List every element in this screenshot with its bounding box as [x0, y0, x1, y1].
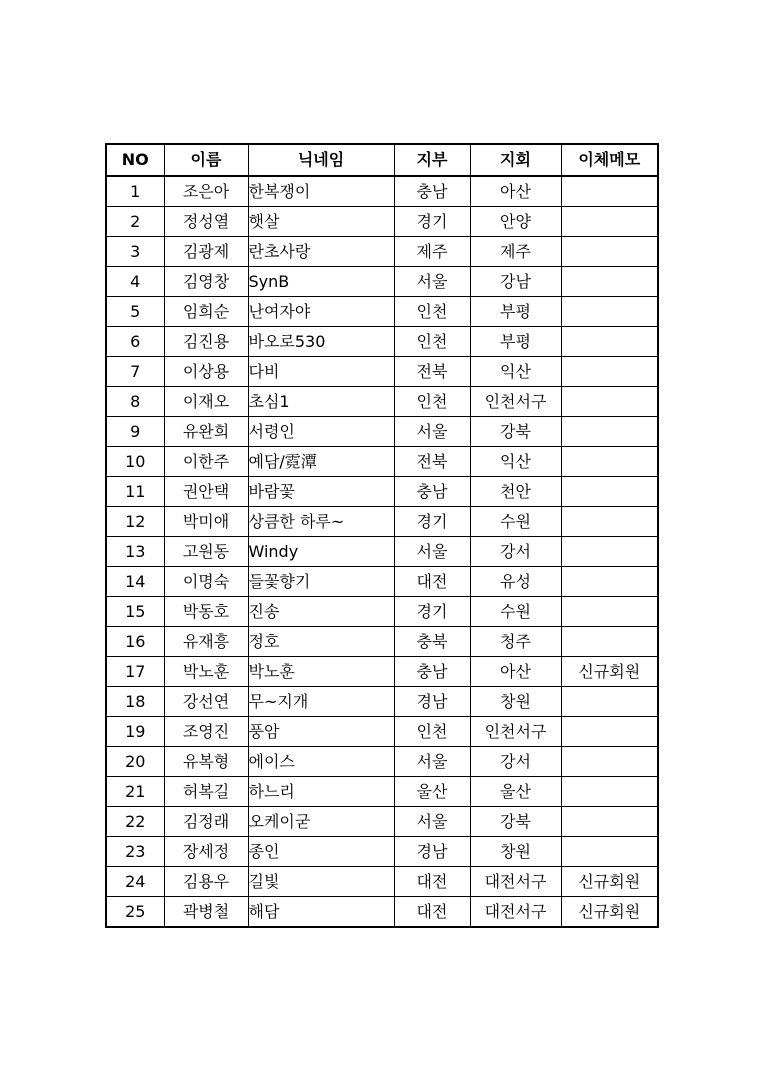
cell-memo	[561, 687, 658, 717]
table-header	[106, 144, 658, 176]
cell-branch: 충남	[394, 657, 470, 687]
table-row	[106, 687, 658, 717]
table-row	[106, 447, 658, 477]
table-row	[106, 327, 658, 357]
cell-chapter: 유성	[470, 567, 561, 597]
member-table	[105, 143, 659, 928]
cell-chapter: 익산	[470, 447, 561, 477]
cell-chapter: 강북	[470, 807, 561, 837]
cell-nickname: 한복쟁이	[248, 176, 394, 207]
cell-no: 15	[106, 597, 164, 627]
cell-name: 임희순	[164, 297, 248, 327]
cell-chapter: 인천서구	[470, 717, 561, 747]
cell-chapter: 청주	[470, 627, 561, 657]
cell-nickname: 상큼한 하루~	[248, 507, 394, 537]
table-row	[106, 657, 658, 687]
cell-name: 고원동	[164, 537, 248, 567]
cell-no: 9	[106, 417, 164, 447]
table-row	[106, 297, 658, 327]
cell-name: 조영진	[164, 717, 248, 747]
table-row	[106, 627, 658, 657]
cell-name: 김진용	[164, 327, 248, 357]
cell-chapter: 부평	[470, 297, 561, 327]
cell-memo	[561, 327, 658, 357]
cell-chapter: 울산	[470, 777, 561, 807]
cell-name: 유복형	[164, 747, 248, 777]
cell-no: 14	[106, 567, 164, 597]
cell-chapter: 창원	[470, 687, 561, 717]
cell-chapter: 강서	[470, 537, 561, 567]
cell-name: 유완희	[164, 417, 248, 447]
cell-nickname: Windy	[248, 537, 394, 567]
cell-branch: 대전	[394, 567, 470, 597]
cell-nickname: 다비	[248, 357, 394, 387]
table-row	[106, 837, 658, 867]
table-row	[106, 477, 658, 507]
cell-name: 김광제	[164, 237, 248, 267]
cell-branch: 충북	[394, 627, 470, 657]
table-body	[106, 176, 658, 927]
cell-chapter: 강남	[470, 267, 561, 297]
cell-memo: 신규회원	[561, 867, 658, 897]
cell-branch: 대전	[394, 897, 470, 928]
table-row	[106, 507, 658, 537]
cell-chapter: 인천서구	[470, 387, 561, 417]
cell-name: 허복길	[164, 777, 248, 807]
cell-memo	[561, 507, 658, 537]
table-row	[106, 597, 658, 627]
cell-nickname: 에이스	[248, 747, 394, 777]
cell-memo	[561, 447, 658, 477]
cell-memo	[561, 417, 658, 447]
cell-name: 유재흥	[164, 627, 248, 657]
cell-branch: 경남	[394, 837, 470, 867]
cell-branch: 충남	[394, 176, 470, 207]
cell-no: 7	[106, 357, 164, 387]
cell-memo	[561, 537, 658, 567]
cell-name: 이재오	[164, 387, 248, 417]
cell-chapter: 부평	[470, 327, 561, 357]
cell-name: 김정래	[164, 807, 248, 837]
header-branch: 지부	[394, 144, 470, 176]
cell-branch: 서울	[394, 537, 470, 567]
cell-nickname: 바람꽃	[248, 477, 394, 507]
cell-branch: 경남	[394, 687, 470, 717]
cell-name: 박노훈	[164, 657, 248, 687]
cell-nickname: 길빛	[248, 867, 394, 897]
cell-memo	[561, 357, 658, 387]
cell-branch: 경기	[394, 597, 470, 627]
cell-name: 이상용	[164, 357, 248, 387]
cell-branch: 서울	[394, 747, 470, 777]
cell-chapter: 강서	[470, 747, 561, 777]
cell-memo	[561, 387, 658, 417]
cell-chapter: 익산	[470, 357, 561, 387]
cell-name: 강선연	[164, 687, 248, 717]
cell-branch: 인천	[394, 297, 470, 327]
cell-no: 19	[106, 717, 164, 747]
table-row	[106, 417, 658, 447]
cell-name: 곽병철	[164, 897, 248, 928]
table-row	[106, 267, 658, 297]
cell-memo	[561, 267, 658, 297]
cell-no: 21	[106, 777, 164, 807]
cell-no: 6	[106, 327, 164, 357]
cell-memo	[561, 207, 658, 237]
table-row	[106, 807, 658, 837]
cell-no: 16	[106, 627, 164, 657]
cell-nickname: 정호	[248, 627, 394, 657]
cell-memo	[561, 837, 658, 867]
cell-memo	[561, 717, 658, 747]
cell-name: 정성열	[164, 207, 248, 237]
cell-branch: 경기	[394, 507, 470, 537]
cell-memo	[561, 297, 658, 327]
cell-name: 권안택	[164, 477, 248, 507]
header-name: 이름	[164, 144, 248, 176]
cell-branch: 충남	[394, 477, 470, 507]
cell-nickname: SynB	[248, 267, 394, 297]
cell-nickname: 진송	[248, 597, 394, 627]
cell-chapter: 강북	[470, 417, 561, 447]
member-table-container	[105, 143, 659, 928]
cell-no: 24	[106, 867, 164, 897]
cell-chapter: 대전서구	[470, 897, 561, 928]
cell-no: 10	[106, 447, 164, 477]
cell-name: 박미애	[164, 507, 248, 537]
cell-name: 이명숙	[164, 567, 248, 597]
cell-branch: 서울	[394, 267, 470, 297]
cell-chapter: 수원	[470, 507, 561, 537]
cell-memo	[561, 477, 658, 507]
table-row	[106, 237, 658, 267]
cell-nickname: 박노훈	[248, 657, 394, 687]
cell-branch: 서울	[394, 417, 470, 447]
cell-no: 20	[106, 747, 164, 777]
cell-nickname: 무~지개	[248, 687, 394, 717]
cell-name: 박동호	[164, 597, 248, 627]
cell-no: 25	[106, 897, 164, 928]
cell-branch: 울산	[394, 777, 470, 807]
cell-branch: 인천	[394, 327, 470, 357]
cell-no: 2	[106, 207, 164, 237]
cell-chapter: 창원	[470, 837, 561, 867]
header-row	[106, 144, 658, 176]
cell-no: 12	[106, 507, 164, 537]
table-row	[106, 176, 658, 207]
cell-memo	[561, 237, 658, 267]
cell-name: 이한주	[164, 447, 248, 477]
cell-name: 조은아	[164, 176, 248, 207]
cell-no: 22	[106, 807, 164, 837]
cell-memo	[561, 777, 658, 807]
cell-branch: 서울	[394, 807, 470, 837]
cell-nickname: 난여자야	[248, 297, 394, 327]
cell-branch: 인천	[394, 387, 470, 417]
cell-no: 4	[106, 267, 164, 297]
cell-branch: 대전	[394, 867, 470, 897]
cell-chapter: 아산	[470, 176, 561, 207]
cell-chapter: 아산	[470, 657, 561, 687]
cell-branch: 인천	[394, 717, 470, 747]
table-row	[106, 207, 658, 237]
cell-memo: 신규회원	[561, 897, 658, 928]
cell-no: 1	[106, 176, 164, 207]
cell-memo	[561, 597, 658, 627]
cell-chapter: 대전서구	[470, 867, 561, 897]
cell-no: 17	[106, 657, 164, 687]
cell-chapter: 천안	[470, 477, 561, 507]
cell-no: 11	[106, 477, 164, 507]
cell-branch: 전북	[394, 447, 470, 477]
cell-branch: 제주	[394, 237, 470, 267]
cell-memo	[561, 747, 658, 777]
cell-no: 13	[106, 537, 164, 567]
table-row	[106, 537, 658, 567]
header-memo: 이체메모	[561, 144, 658, 176]
header-no: NO	[106, 144, 164, 176]
cell-memo	[561, 627, 658, 657]
cell-memo	[561, 176, 658, 207]
table-row	[106, 567, 658, 597]
cell-chapter: 제주	[470, 237, 561, 267]
cell-nickname: 예담/霓潭	[248, 447, 394, 477]
cell-name: 김영창	[164, 267, 248, 297]
cell-memo	[561, 567, 658, 597]
cell-no: 5	[106, 297, 164, 327]
cell-nickname: 종인	[248, 837, 394, 867]
cell-memo	[561, 807, 658, 837]
cell-no: 18	[106, 687, 164, 717]
cell-branch: 전북	[394, 357, 470, 387]
cell-memo: 신규회원	[561, 657, 658, 687]
cell-name: 김용우	[164, 867, 248, 897]
cell-branch: 경기	[394, 207, 470, 237]
table-row	[106, 777, 658, 807]
table-row	[106, 717, 658, 747]
cell-chapter: 안양	[470, 207, 561, 237]
cell-nickname: 햇살	[248, 207, 394, 237]
cell-no: 3	[106, 237, 164, 267]
table-row	[106, 867, 658, 897]
cell-nickname: 해담	[248, 897, 394, 928]
table-row	[106, 747, 658, 777]
cell-nickname: 바오로530	[248, 327, 394, 357]
cell-nickname: 란초사랑	[248, 237, 394, 267]
table-row	[106, 357, 658, 387]
table-row	[106, 897, 658, 928]
cell-nickname: 오케이굳	[248, 807, 394, 837]
cell-no: 23	[106, 837, 164, 867]
table-row	[106, 387, 658, 417]
cell-nickname: 서령인	[248, 417, 394, 447]
cell-nickname: 초심1	[248, 387, 394, 417]
header-nickname: 닉네임	[248, 144, 394, 176]
cell-nickname: 풍암	[248, 717, 394, 747]
cell-chapter: 수원	[470, 597, 561, 627]
cell-no: 8	[106, 387, 164, 417]
cell-nickname: 들꽃향기	[248, 567, 394, 597]
header-chapter: 지회	[470, 144, 561, 176]
cell-name: 장세정	[164, 837, 248, 867]
cell-nickname: 하느리	[248, 777, 394, 807]
